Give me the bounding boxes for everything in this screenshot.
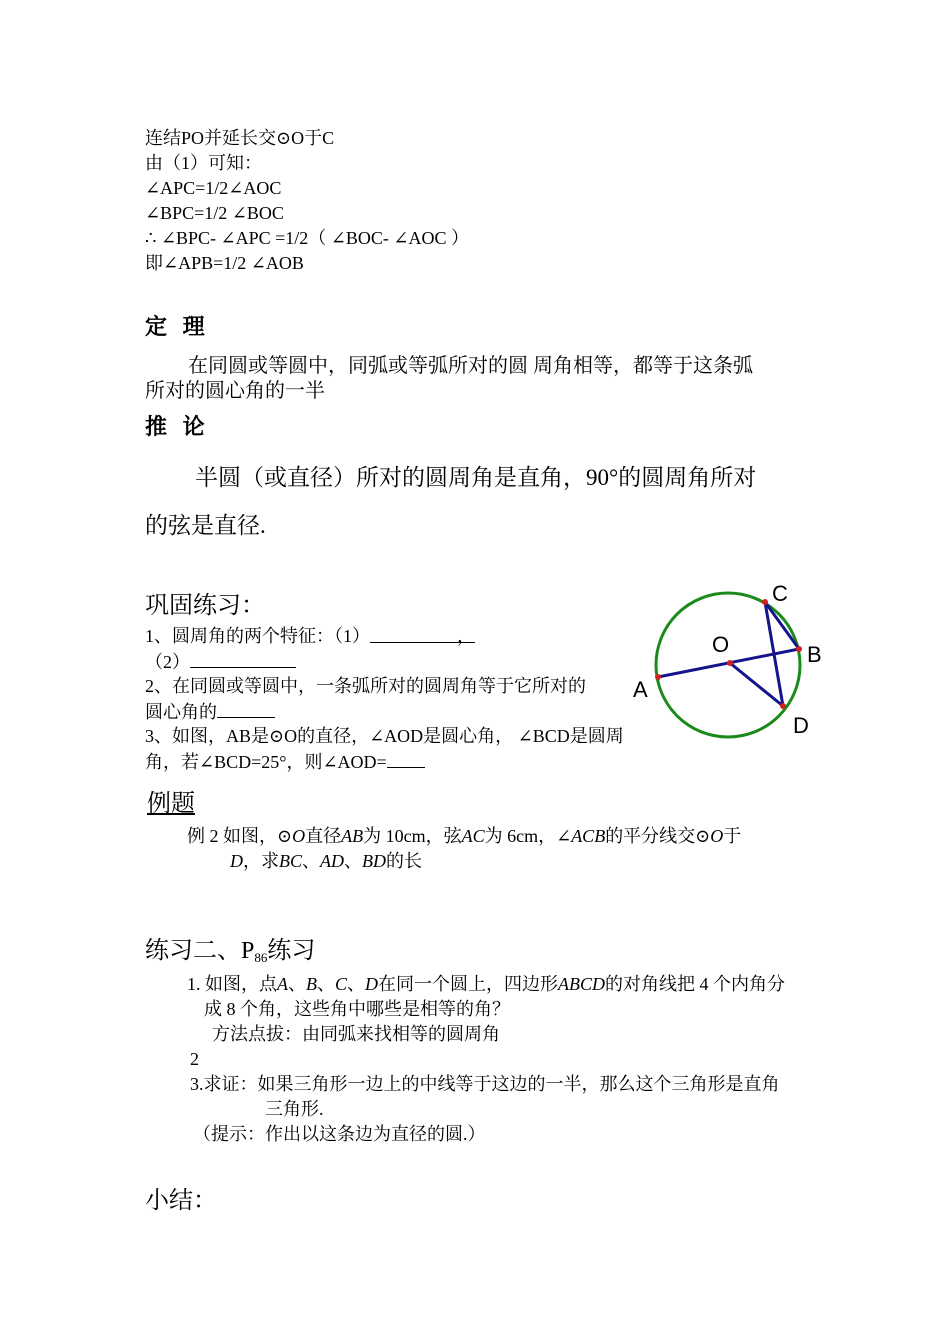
theorem-heading: 定 理 (145, 315, 209, 340)
proof-line-1: 连结PO并延长交⊙O于C (145, 128, 335, 148)
text: 例 2 如图，⊙ (187, 826, 293, 846)
corollary-line-1: 半圆（或直径）所对的圆周角是直角，90°的圆周角所对 (195, 465, 757, 490)
example-line-2 (230, 849, 422, 874)
point-a (655, 674, 661, 680)
text: 练习 (267, 938, 316, 964)
circle-diagram (620, 570, 860, 750)
subscript: 86 (254, 950, 268, 965)
var: ABCD (558, 974, 606, 994)
var: BC (279, 851, 303, 871)
answer-blank-4[interactable] (387, 749, 425, 768)
answer-blank-1[interactable]: ， (370, 624, 475, 643)
point-b (796, 646, 802, 652)
var: AC (461, 826, 485, 846)
theorem-line-2: 所对的圆心角的一半 (145, 380, 325, 402)
label-d: D (793, 713, 809, 738)
practice-q2b-text: 圆心角的 (145, 702, 217, 722)
text: 的长 (386, 851, 423, 871)
proof-line-4: ∠BPC=1/2 ∠BOC (145, 203, 284, 223)
practice-q1-line-2 (145, 649, 296, 675)
theorem-line-1: 在同圆或等圆中，同弧或等弧所对的圆 周角相等，都等于这条弧 (188, 355, 753, 377)
text: 、 (288, 974, 306, 994)
label-b: B (807, 642, 822, 667)
var: ACB (571, 826, 606, 846)
practice-heading: 巩固练习： (145, 593, 265, 619)
example-heading: 例题 (147, 791, 195, 817)
summary-heading: 小结： (145, 1188, 217, 1214)
text: 1. 如图，点 (187, 974, 277, 994)
text: 为 10cm，弦 (363, 826, 462, 846)
exercise2-hint: （提示：作出以这条边为直径的圆.） (193, 1124, 486, 1144)
point-o (727, 660, 733, 666)
text: 于 (723, 826, 742, 846)
exercise2-item1-line-2: 成 8 个角，这些角中哪些是相等的角？ (204, 999, 510, 1019)
exercise2-item3-line-1: 3.求证：如果三角形一边上的中线等于这边的一半，那么这个三角形是直角 (190, 1074, 780, 1094)
var: O (292, 826, 306, 846)
exercise2-item2: 2 (190, 1049, 199, 1069)
text: ，求 (243, 851, 279, 871)
point-d (780, 703, 786, 709)
text: 练习二、P (145, 938, 255, 964)
radius-od (730, 663, 783, 706)
answer-blank-3[interactable] (217, 699, 275, 718)
label-o: O (712, 632, 730, 657)
text: 、 (344, 851, 363, 871)
text: 为 6cm，∠ (484, 826, 572, 846)
example-line-1 (187, 824, 741, 849)
text: 、 (302, 851, 321, 871)
text: 、 (317, 974, 335, 994)
practice-q2-line-2 (145, 699, 275, 725)
corollary-heading: 推 论 (145, 415, 209, 440)
practice-q1-text: 1、圆周角的两个特征：（1） (145, 626, 370, 646)
var: A (277, 974, 288, 994)
practice-q2-line-1: 2、在同圆或等圆中，一条弧所对的圆周角等于它所对的 (145, 676, 586, 696)
var: C (335, 974, 348, 994)
point-c (762, 599, 768, 605)
practice-q1-line-1 (145, 624, 475, 649)
answer-blank-2[interactable] (190, 649, 296, 668)
exercise2-heading (145, 930, 315, 966)
proof-line-2: 由（1）可知： (145, 153, 262, 173)
practice-q3-line-1: 3、如图，AB是⊙O的直径，∠AOD是圆心角， ∠BCD是圆周 (145, 726, 624, 746)
var: O (710, 826, 724, 846)
proof-line-6: 即∠APB=1/2 ∠AOB (145, 253, 304, 273)
text: 直径 (305, 826, 342, 846)
label-c: C (772, 581, 788, 606)
exercise2-method: 方法点拔：由同弧来找相等的圆周角 (212, 1024, 500, 1044)
practice-q3-line-2 (145, 749, 425, 775)
var: B (306, 974, 317, 994)
exercise2-item1-line-1 (187, 972, 785, 997)
practice-q3b-text: 角，若∠BCD=25°，则∠AOD= (145, 752, 387, 772)
text: 的对角线把 4 个内角分 (605, 974, 786, 994)
label-a: A (633, 677, 648, 702)
text: 的平分线交⊙ (605, 826, 711, 846)
exercise2-item3-line-2: 三角形. (265, 1099, 324, 1119)
practice-q1b-text: （2） (145, 652, 190, 672)
proof-line-3: ∠APC=1/2∠AOC (145, 178, 282, 198)
text: 在同一个圆上，四边形 (378, 974, 559, 994)
var: D (365, 974, 379, 994)
proof-line-5: ∴ ∠BPC- ∠APC =1/2（ ∠BOC- ∠AOC ） (145, 228, 469, 248)
corollary-line-2: 的弦是直径. (145, 513, 266, 538)
var: AB (341, 826, 364, 846)
var: BD (362, 851, 387, 871)
text: 、 (347, 974, 366, 994)
var: AD (320, 851, 345, 871)
var: D (230, 851, 243, 871)
